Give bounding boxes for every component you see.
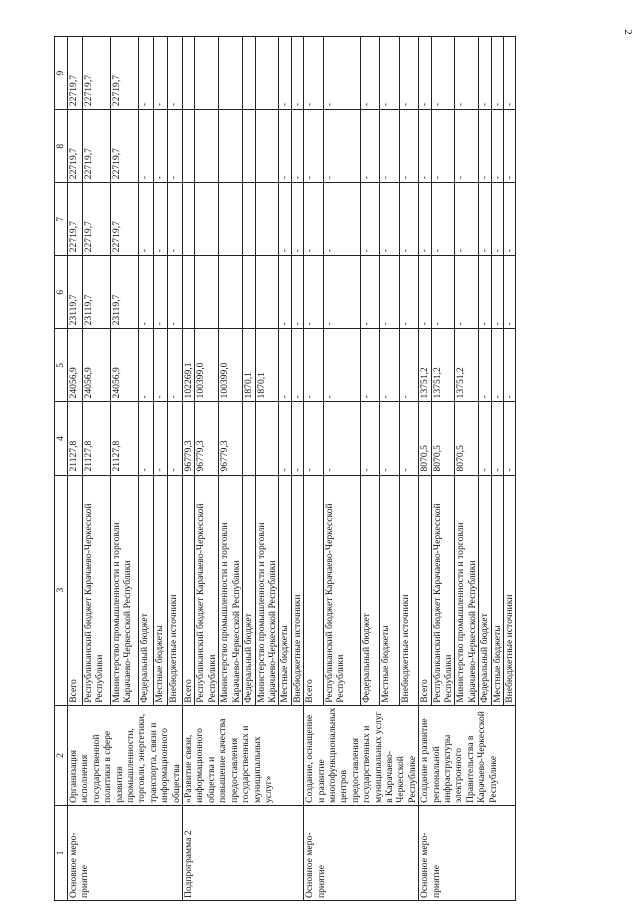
value-cell: - xyxy=(291,402,303,475)
value-cell: 22719,7 xyxy=(82,110,110,183)
funding-source-cell: Внебюджетные источники xyxy=(291,475,303,705)
funding-source-cell: Республиканский бюджет Карачаево-Черкесской Республики xyxy=(323,475,360,705)
value-cell xyxy=(255,256,279,329)
value-cell: - xyxy=(504,329,516,402)
value-cell: 22719,7 xyxy=(110,110,138,183)
table-row xyxy=(68,37,83,901)
value-cell: 1870,1 xyxy=(243,329,255,402)
value-cell: - xyxy=(399,183,418,256)
value-cell: - xyxy=(479,110,491,183)
value-cell: - xyxy=(153,183,168,256)
value-cell xyxy=(243,110,255,183)
value-cell: 22719,7 xyxy=(110,37,138,110)
value-cell: 24056,9 xyxy=(68,329,83,402)
value-cell: - xyxy=(304,329,323,402)
value-cell: - xyxy=(380,402,399,475)
value-cell: - xyxy=(360,110,379,183)
value-cell: - xyxy=(323,329,360,402)
value-cell xyxy=(243,183,255,256)
funding-source-cell: Всего xyxy=(68,475,83,705)
value-cell xyxy=(255,110,279,183)
funding-source-cell: Федеральный бюджет xyxy=(479,475,491,705)
value-cell: - xyxy=(360,37,379,110)
value-cell xyxy=(183,256,195,329)
value-cell: - xyxy=(431,37,455,110)
funding-source-cell: Республиканский бюджет Карачаево-Черкесской Республики xyxy=(82,475,110,705)
value-cell: - xyxy=(504,110,516,183)
value-cell: - xyxy=(360,256,379,329)
value-cell: - xyxy=(304,402,323,475)
value-cell: - xyxy=(291,256,303,329)
value-cell: - xyxy=(291,110,303,183)
value-cell: 21127,8 xyxy=(110,402,138,475)
funding-source-cell: Министерство промышленности и торговли Карачаево-Черкесской Республики xyxy=(110,475,138,705)
value-cell: - xyxy=(304,37,323,110)
value-cell: 13751,2 xyxy=(431,329,455,402)
funding-source-cell: Федеральный бюджет xyxy=(243,475,255,705)
header-cell: 1 xyxy=(55,805,68,900)
value-cell: - xyxy=(491,37,503,110)
funding-source-cell: Всего xyxy=(304,475,323,705)
value-cell: 23119,7 xyxy=(110,256,138,329)
value-cell xyxy=(243,256,255,329)
funding-source-cell: Министерство промышленности и торговли Карачаево-Черкесской Республики xyxy=(255,475,279,705)
value-cell xyxy=(219,256,243,329)
item-kind-cell: Подпрограмма 2 xyxy=(183,805,304,900)
value-cell: 24056,9 xyxy=(110,329,138,402)
value-cell: - xyxy=(380,37,399,110)
item-kind-cell: Основное меро-приятие xyxy=(419,805,516,900)
value-cell: - xyxy=(399,110,418,183)
value-cell: - xyxy=(153,402,168,475)
value-cell: - xyxy=(168,256,183,329)
value-cell: - xyxy=(399,329,418,402)
value-cell xyxy=(195,110,219,183)
value-cell: - xyxy=(380,110,399,183)
value-cell: - xyxy=(139,37,154,110)
table-row xyxy=(304,37,323,901)
header-cell: 7 xyxy=(55,183,68,256)
value-cell xyxy=(219,110,243,183)
value-cell: - xyxy=(304,256,323,329)
funding-source-cell: Местные бюджеты xyxy=(279,475,291,705)
item-name-cell: «Развитие связи, информационного общества и повышение качества предоставления государственных и муниципальных услуг» xyxy=(183,705,304,805)
value-cell: - xyxy=(504,402,516,475)
value-cell: 96779,3 xyxy=(183,402,195,475)
value-cell: - xyxy=(323,402,360,475)
value-cell: - xyxy=(153,37,168,110)
funding-source-cell: Внебюджетные источники xyxy=(399,475,418,705)
value-cell: - xyxy=(479,37,491,110)
value-cell: 96779,3 xyxy=(195,402,219,475)
value-cell: - xyxy=(291,183,303,256)
value-cell: - xyxy=(323,183,360,256)
value-cell xyxy=(255,402,279,475)
value-cell: - xyxy=(139,256,154,329)
value-cell: - xyxy=(168,402,183,475)
value-cell: - xyxy=(168,329,183,402)
value-cell: - xyxy=(504,183,516,256)
value-cell: 102269,1 xyxy=(183,329,195,402)
value-cell: - xyxy=(279,183,291,256)
value-cell: - xyxy=(455,110,479,183)
value-cell: - xyxy=(431,110,455,183)
value-cell: - xyxy=(323,256,360,329)
value-cell: - xyxy=(455,183,479,256)
value-cell: 22719,7 xyxy=(68,110,83,183)
funding-source-cell: Федеральный бюджет xyxy=(139,475,154,705)
funding-source-cell: Местные бюджеты xyxy=(153,475,168,705)
value-cell: 8070,5 xyxy=(455,402,479,475)
value-cell: - xyxy=(491,329,503,402)
item-kind-cell: Основное меро-приятие xyxy=(304,805,419,900)
value-cell: 13751,2 xyxy=(455,329,479,402)
value-cell: - xyxy=(323,110,360,183)
funding-source-cell: Федеральный бюджет xyxy=(360,475,379,705)
value-cell: - xyxy=(431,183,455,256)
table-row xyxy=(419,37,431,901)
header-row xyxy=(55,37,68,901)
page-number: 2 xyxy=(621,29,634,35)
value-cell: - xyxy=(139,329,154,402)
value-cell: 100399,0 xyxy=(219,329,243,402)
value-cell xyxy=(183,110,195,183)
value-cell: 8070,5 xyxy=(431,402,455,475)
value-cell xyxy=(243,37,255,110)
header-cell: 4 xyxy=(55,402,68,475)
value-cell: - xyxy=(291,37,303,110)
value-cell: - xyxy=(279,329,291,402)
value-cell: 22719,7 xyxy=(68,37,83,110)
value-cell: - xyxy=(380,329,399,402)
value-cell: - xyxy=(153,256,168,329)
header-cell: 6 xyxy=(55,256,68,329)
value-cell: - xyxy=(504,256,516,329)
value-cell: 22719,7 xyxy=(82,183,110,256)
value-cell: 100399,0 xyxy=(195,329,219,402)
value-cell: - xyxy=(491,402,503,475)
table-body xyxy=(68,37,516,901)
value-cell: - xyxy=(399,37,418,110)
value-cell: - xyxy=(419,256,431,329)
value-cell xyxy=(255,183,279,256)
value-cell: - xyxy=(279,402,291,475)
value-cell: - xyxy=(399,256,418,329)
funding-source-cell: Республиканский бюджет Карачаево-Черкесской Республики xyxy=(431,475,455,705)
value-cell: - xyxy=(360,402,379,475)
funding-source-cell: Всего xyxy=(419,475,431,705)
value-cell: - xyxy=(419,37,431,110)
value-cell: 21127,8 xyxy=(68,402,83,475)
value-cell: 23119,7 xyxy=(82,256,110,329)
value-cell: - xyxy=(380,256,399,329)
value-cell xyxy=(183,37,195,110)
value-cell: - xyxy=(279,256,291,329)
value-cell: - xyxy=(479,329,491,402)
budget-table xyxy=(54,36,516,901)
funding-source-cell: Министерство промышленности и торговли Карачаево-Черкесской Республики xyxy=(455,475,479,705)
value-cell: - xyxy=(279,110,291,183)
value-cell: - xyxy=(479,256,491,329)
value-cell: - xyxy=(455,37,479,110)
value-cell: 22719,7 xyxy=(110,183,138,256)
funding-source-cell: Всего xyxy=(183,475,195,705)
value-cell: - xyxy=(168,37,183,110)
value-cell: - xyxy=(491,110,503,183)
value-cell: 8070,5 xyxy=(419,402,431,475)
value-cell: - xyxy=(304,110,323,183)
funding-source-cell: Внебюджетные источники xyxy=(504,475,516,705)
value-cell: - xyxy=(455,256,479,329)
value-cell xyxy=(183,183,195,256)
funding-source-cell: Министерство промышленности и торговли Карачаево-Черкесской Республики xyxy=(219,475,243,705)
value-cell: 22719,7 xyxy=(68,183,83,256)
value-cell: - xyxy=(279,37,291,110)
table-rotator xyxy=(54,36,599,901)
value-cell: 13751,2 xyxy=(419,329,431,402)
value-cell xyxy=(195,256,219,329)
value-cell xyxy=(219,183,243,256)
funding-source-cell: Местные бюджеты xyxy=(491,475,503,705)
value-cell: 96779,3 xyxy=(219,402,243,475)
value-cell xyxy=(195,183,219,256)
value-cell: - xyxy=(153,110,168,183)
value-cell xyxy=(195,37,219,110)
value-cell: - xyxy=(479,402,491,475)
value-cell: - xyxy=(323,37,360,110)
value-cell: - xyxy=(291,329,303,402)
table-row xyxy=(183,37,195,901)
value-cell: - xyxy=(491,183,503,256)
value-cell: - xyxy=(419,183,431,256)
value-cell: - xyxy=(304,183,323,256)
header-cell: 2 xyxy=(55,705,68,805)
value-cell xyxy=(243,402,255,475)
value-cell: - xyxy=(380,183,399,256)
funding-source-cell: Республиканский бюджет Карачаево-Черкесской Республики xyxy=(195,475,219,705)
value-cell: - xyxy=(504,37,516,110)
value-cell: 23119,7 xyxy=(68,256,83,329)
item-name-cell: Создание и развитие региональной инфраструктуры электронного Правительства в Карачаево-Черкесской Республике xyxy=(419,705,516,805)
header-cell: 3 xyxy=(55,475,68,705)
funding-source-cell: Внебюджетные источники xyxy=(168,475,183,705)
value-cell: - xyxy=(139,183,154,256)
value-cell: - xyxy=(168,110,183,183)
value-cell xyxy=(219,37,243,110)
funding-source-cell: Местные бюджеты xyxy=(380,475,399,705)
value-cell: 21127,8 xyxy=(82,402,110,475)
value-cell: - xyxy=(419,110,431,183)
value-cell: 1870,1 xyxy=(255,329,279,402)
rotated-table-area xyxy=(54,36,599,901)
header-cell: 5 xyxy=(55,329,68,402)
value-cell: - xyxy=(139,402,154,475)
value-cell: - xyxy=(491,256,503,329)
item-name-cell: Организация исполнения государственной политики в сфере развития промышленности, торговли, энергетики, транспорта, связи и информационного общества xyxy=(68,705,183,805)
value-cell xyxy=(255,37,279,110)
header-cell: 8 xyxy=(55,110,68,183)
value-cell: - xyxy=(168,183,183,256)
value-cell: - xyxy=(479,183,491,256)
value-cell: 24056,9 xyxy=(82,329,110,402)
value-cell: - xyxy=(360,183,379,256)
value-cell: - xyxy=(431,256,455,329)
value-cell: - xyxy=(399,402,418,475)
item-kind-cell: Основное меро-приятие xyxy=(68,805,183,900)
item-name-cell: Создание, оснащение и развитие многофункциональных центров предоставления государственных и муниципальных услуг в Карачаево-Черкесской Республике xyxy=(304,705,419,805)
value-cell: - xyxy=(153,329,168,402)
value-cell: - xyxy=(139,110,154,183)
value-cell: - xyxy=(360,329,379,402)
value-cell: 22719,7 xyxy=(82,37,110,110)
header-cell: 9 xyxy=(55,37,68,110)
